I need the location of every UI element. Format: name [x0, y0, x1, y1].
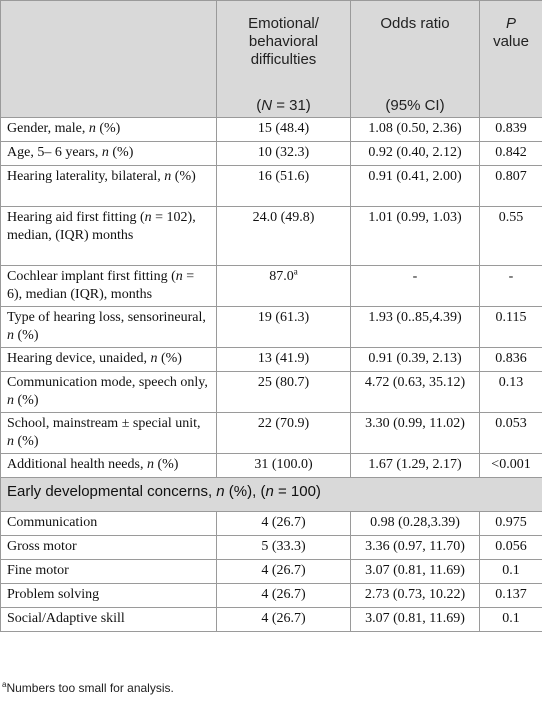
- cell-emotional-behavioral: 87.0$^a$: [217, 266, 351, 307]
- cell-p-value: 0.13: [480, 372, 542, 413]
- row-label: Age, 5– 6 years, n (%): [1, 142, 217, 166]
- cell-emotional-behavioral: 4 (26.7): [217, 584, 351, 608]
- cell-emotional-behavioral: 4 (26.7): [217, 512, 351, 536]
- cell-emotional-behavioral: 31 (100.0): [217, 454, 351, 478]
- row-label: Cochlear implant first fitting (n = 6), median (IQR), months: [1, 266, 217, 307]
- cell-odds-ratio: 0.91 (0.41, 2.00): [351, 166, 480, 207]
- cell-odds-ratio: 1.67 (1.29, 2.17): [351, 454, 480, 478]
- footnote: $^a$Numbers too small for analysis.: [2, 680, 174, 695]
- cell-p-value: 0.1: [480, 560, 542, 584]
- table-row: [1, 118, 542, 142]
- header-p-value: P value: [480, 1, 542, 118]
- table-row: [1, 560, 542, 584]
- table-row: [1, 372, 542, 413]
- cell-p-value: -: [480, 266, 542, 307]
- cell-odds-ratio: 3.07 (0.81, 11.69): [351, 560, 480, 584]
- cell-p-value: <0.001: [480, 454, 542, 478]
- row-label: School, mainstream ± special unit, n (%): [1, 413, 217, 454]
- cell-emotional-behavioral: 16 (51.6): [217, 166, 351, 207]
- row-label: Additional health needs, n (%): [1, 454, 217, 478]
- cell-p-value: 0.056: [480, 536, 542, 560]
- table-row: [1, 584, 542, 608]
- cell-p-value: 0.807: [480, 166, 542, 207]
- cell-odds-ratio: 2.73 (0.73, 10.22): [351, 584, 480, 608]
- section-heading: Early developmental concerns, n (%), (n = 100): [1, 478, 542, 512]
- table-row: [1, 207, 542, 266]
- table-row: [1, 454, 542, 478]
- table-row: [1, 512, 542, 536]
- row-label: Gender, male, n (%): [1, 118, 217, 142]
- cell-emotional-behavioral: 4 (26.7): [217, 608, 351, 632]
- row-label: Hearing aid first fitting (n = 102), median, (IQR) months: [1, 207, 217, 266]
- header-odds-ratio: Odds ratio: [351, 1, 480, 85]
- cell-odds-ratio: 0.98 (0.28,3.39): [351, 512, 480, 536]
- table-row: [1, 166, 542, 207]
- row-label: Social/Adaptive skill: [1, 608, 217, 632]
- table-body-developmental: [1, 512, 542, 632]
- table-row: [1, 307, 542, 348]
- table-row: [1, 142, 542, 166]
- row-label: Hearing laterality, bilateral, n (%): [1, 166, 217, 207]
- table-header: [1, 1, 542, 118]
- row-label: Hearing device, unaided, n (%): [1, 348, 217, 372]
- cell-odds-ratio: 1.01 (0.99, 1.03): [351, 207, 480, 266]
- row-label: Communication: [1, 512, 217, 536]
- header-empty-cell: [1, 1, 217, 118]
- cell-odds-ratio: 3.36 (0.97, 11.70): [351, 536, 480, 560]
- table-row: [1, 348, 542, 372]
- cell-emotional-behavioral: 25 (80.7): [217, 372, 351, 413]
- table-body: [1, 118, 542, 478]
- cell-odds-ratio: 0.92 (0.40, 2.12): [351, 142, 480, 166]
- header-ci: (95% CI): [351, 85, 480, 118]
- cell-p-value: 0.137: [480, 584, 542, 608]
- table-row: [1, 266, 542, 307]
- header-n-total: (N = 31): [217, 85, 351, 118]
- section-body: [1, 478, 542, 512]
- cell-odds-ratio: 0.91 (0.39, 2.13): [351, 348, 480, 372]
- cell-emotional-behavioral: 22 (70.9): [217, 413, 351, 454]
- cell-p-value: 0.842: [480, 142, 542, 166]
- table-row: [1, 608, 542, 632]
- cell-p-value: 0.1: [480, 608, 542, 632]
- cell-emotional-behavioral: 4 (26.7): [217, 560, 351, 584]
- cell-odds-ratio: 1.93 (0..85,4.39): [351, 307, 480, 348]
- cell-odds-ratio: 1.08 (0.50, 2.36): [351, 118, 480, 142]
- cell-odds-ratio: 3.30 (0.99, 11.02): [351, 413, 480, 454]
- cell-emotional-behavioral: 19 (61.3): [217, 307, 351, 348]
- table-row: [1, 413, 542, 454]
- cell-p-value: 0.115: [480, 307, 542, 348]
- row-label: Fine motor: [1, 560, 217, 584]
- cell-emotional-behavioral: 15 (48.4): [217, 118, 351, 142]
- cell-odds-ratio: 4.72 (0.63, 35.12): [351, 372, 480, 413]
- section-row: [1, 478, 542, 512]
- header-emotional-behavioral: Emotional/ behavioral difficulties: [217, 1, 351, 85]
- cell-emotional-behavioral: 24.0 (49.8): [217, 207, 351, 266]
- cell-odds-ratio: -: [351, 266, 480, 307]
- cell-emotional-behavioral: 5 (33.3): [217, 536, 351, 560]
- row-label: Problem solving: [1, 584, 217, 608]
- cell-p-value: 0.053: [480, 413, 542, 454]
- cell-emotional-behavioral: 10 (32.3): [217, 142, 351, 166]
- table-row: [1, 536, 542, 560]
- cell-p-value: 0.55: [480, 207, 542, 266]
- cell-p-value: 0.836: [480, 348, 542, 372]
- footnote-marker: a: [293, 266, 298, 277]
- cell-odds-ratio: 3.07 (0.81, 11.69): [351, 608, 480, 632]
- cell-emotional-behavioral: 13 (41.9): [217, 348, 351, 372]
- row-label: Gross motor: [1, 536, 217, 560]
- row-label: Communication mode, speech only, n (%): [1, 372, 217, 413]
- cell-p-value: 0.839: [480, 118, 542, 142]
- row-label: Type of hearing loss, sensorineural, n (%): [1, 307, 217, 348]
- cell-p-value: 0.975: [480, 512, 542, 536]
